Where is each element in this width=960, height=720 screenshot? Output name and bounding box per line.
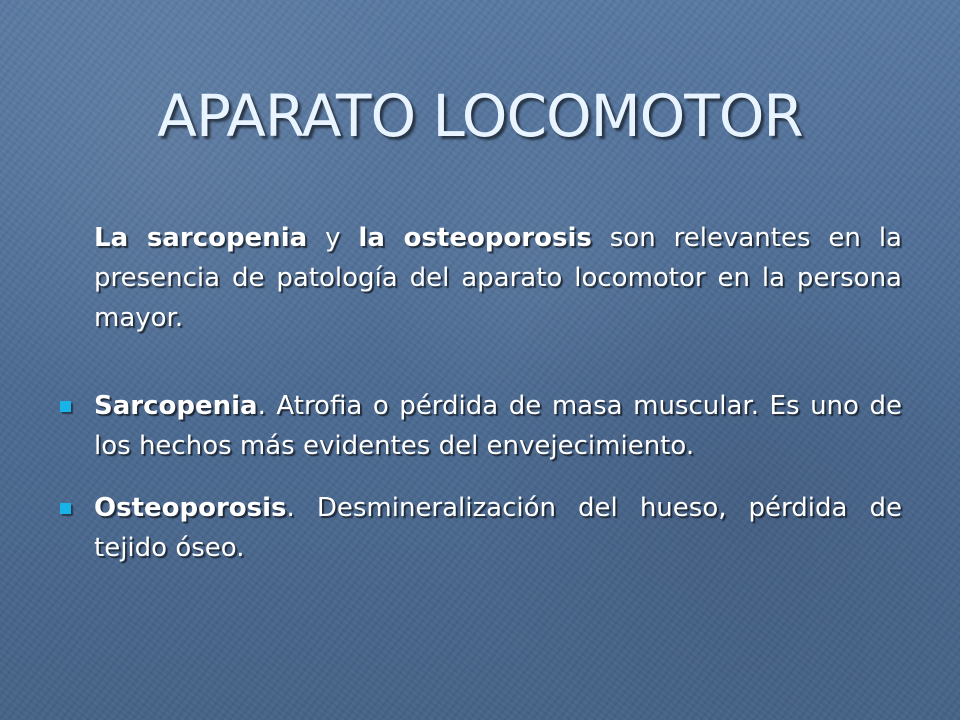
- bullet-term: Osteoporosis: [94, 493, 287, 523]
- intro-rest: son relevantes en la presencia de patología del aparato locomotor en la persona mayor.: [94, 223, 902, 333]
- intro-paragraph: [94, 218, 902, 338]
- slide-title: APARATO LOCOMOTOR: [157, 82, 803, 150]
- square-bullet-icon: [60, 401, 71, 412]
- bullet-item-sarcopenia: [0, 386, 902, 466]
- bullet-item-osteoporosis: [0, 488, 902, 568]
- intro-term-osteoporosis: la osteoporosis: [358, 223, 592, 253]
- square-bullet-icon: [60, 503, 71, 514]
- bullet-text: . Atrofia o pérdida de masa muscular. Es uno de los hechos más evidentes del envejecimiento.: [94, 391, 902, 461]
- bullet-term: Sarcopenia: [94, 391, 258, 421]
- intro-connector: y: [307, 223, 359, 253]
- bullet-list: [0, 386, 960, 590]
- intro-term-sarcopenia: La sarcopenia: [94, 223, 308, 253]
- bullet-text: . Desmineralización del hueso, pérdida de tejido óseo.: [94, 493, 902, 563]
